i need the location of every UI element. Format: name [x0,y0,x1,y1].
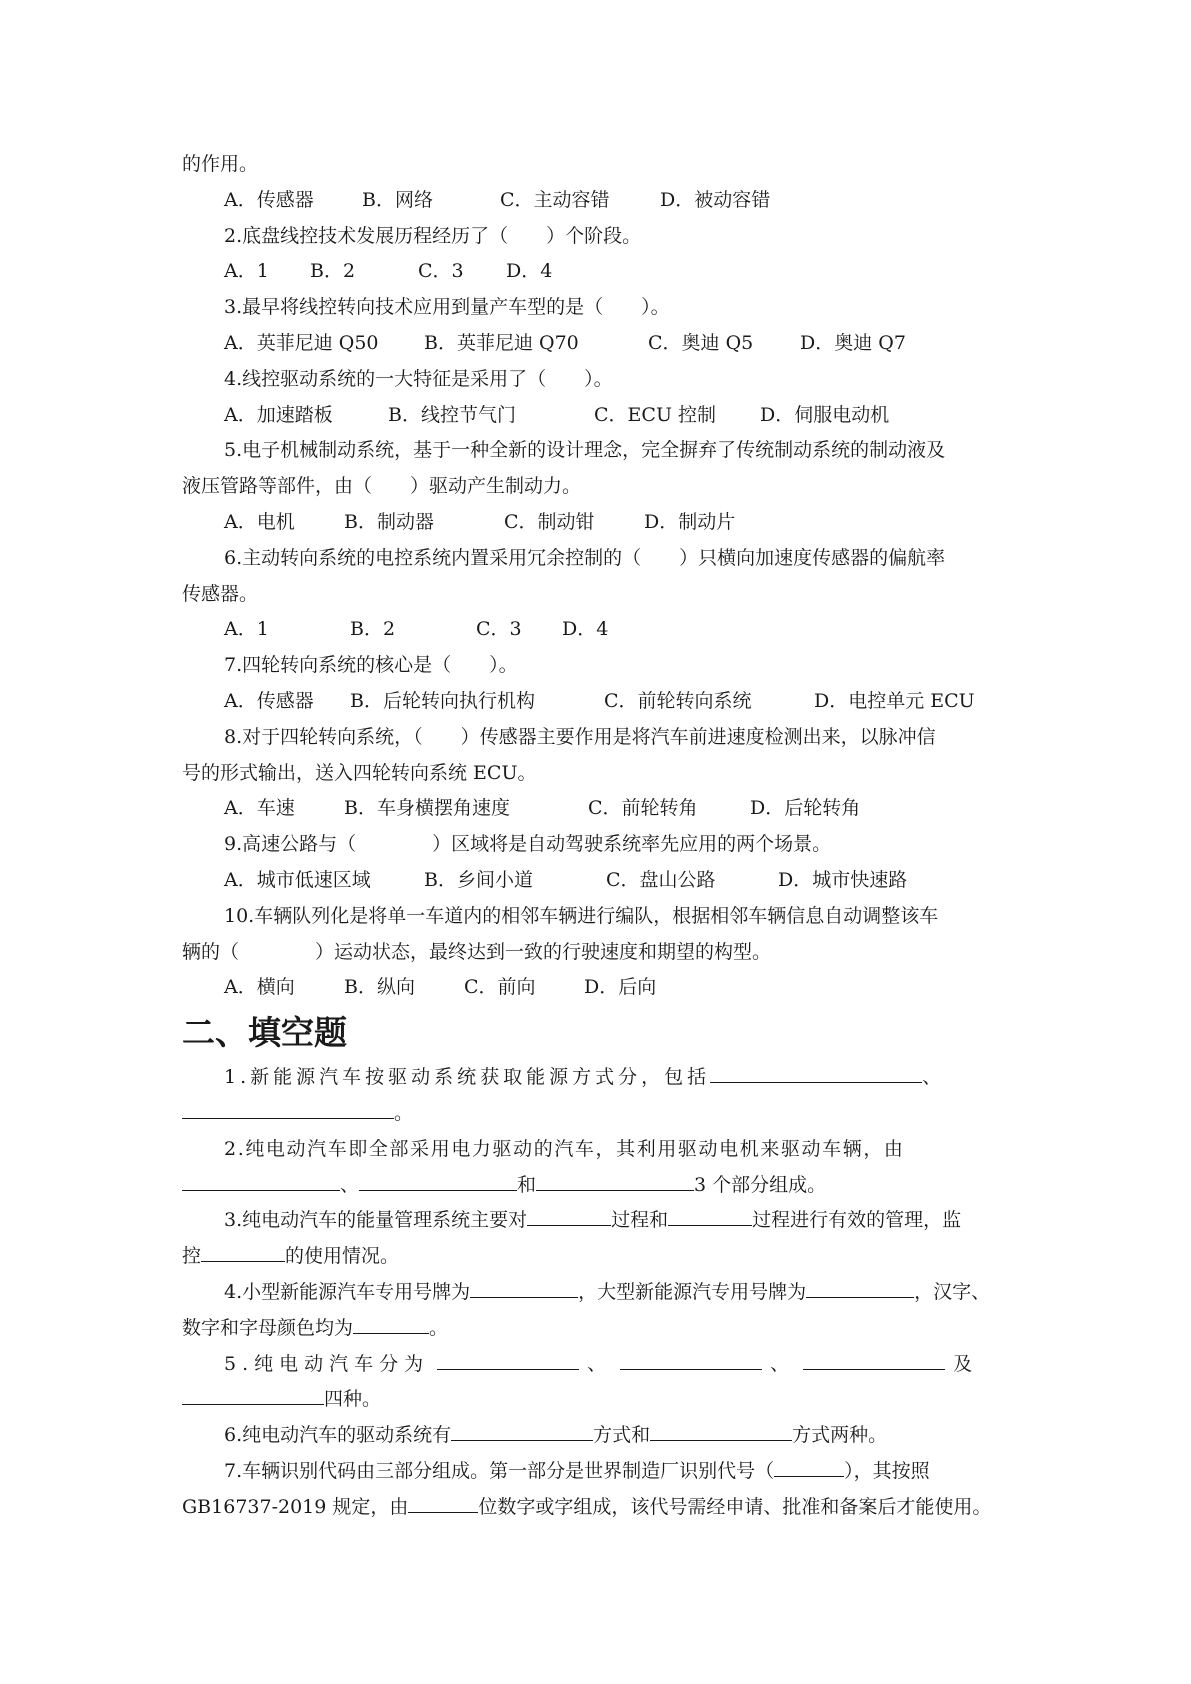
q6-option-b: B．2 [350,618,396,641]
q10-option-c: C．前向 [464,976,536,999]
q5-option-d: D．制动片 [644,510,736,533]
q5-option-c: C．制动钳 [504,510,595,533]
q6-option-d: D．4 [562,618,609,641]
q7-stem: 7.四轮转向系统的核心是（ ）。 [224,654,518,677]
q7-options [182,684,1022,720]
fill-5-blank-3 [803,1349,945,1370]
q4-option-c: C．ECU 控制 [594,403,716,426]
q3-option-d: D．奥迪 Q7 [800,331,906,354]
q3-option-a: A．英菲尼迪 Q50 [224,331,379,354]
fill-7-text-2: ），其按照 [844,1459,930,1482]
fill-2-blank-2 [359,1170,517,1191]
fill-1-line1 [182,1060,1022,1096]
fill-7-blank-1 [774,1456,844,1477]
fill-1-end: 。 [394,1101,414,1124]
fill-6-blank-2 [650,1420,792,1441]
fill-7-text-1: 7.车辆识别代码由三部分组成。第一部分是世界制造厂识别代号（ [224,1459,775,1482]
q7-option-c: C．前轮转向系统 [604,689,752,712]
fill-4-blank-3 [353,1313,429,1334]
fill-4-blank-2 [806,1277,914,1298]
q8-option-d: D．后轮转角 [750,797,861,820]
q5-option-a: A．电机 [224,510,295,533]
fill-6-text-3: 方式两种。 [792,1424,888,1447]
fill-7-text-3: GB16737-2019 规定，由 [182,1495,409,1518]
q5-stem-line2: 液压管路等部件，由（ ）驱动产生制动力。 [182,475,582,498]
q1-option-c: C．主动容错 [500,188,610,211]
q4-stem: 4.线控驱动系统的一大特征是采用了（ ）。 [224,367,613,390]
q7-option-d: D．电控单元 ECU [814,689,975,712]
q2-option-c: C．3 [418,260,464,283]
q4-options [182,398,1022,434]
fill-4-text-5: 。 [429,1316,449,1339]
fill-2-line1: 2.纯电动汽车即全部采用电力驱动的汽车，其利用驱动电机来驱动车辆，由 [224,1137,905,1160]
fill-1-blank-2 [182,1098,394,1119]
fill-4-text-2: ，大型新能源汽专用号牌为 [578,1280,807,1303]
fill-5-text-1: 5.纯电动汽车分为 [224,1352,430,1375]
q5-options [182,505,1022,541]
fill-3-text-1: 3.纯电动汽车的能量管理系统主要对 [224,1209,528,1232]
fill-5-blank-1 [437,1349,579,1370]
fill-6-blank-1 [451,1420,593,1441]
q4-option-a: A．加速踏板 [224,403,333,426]
q6-stem-line1: 6.主动转向系统的电控系统内置采用冗余控制的（ ）只横向加速度传感器的偏航率 [224,546,946,569]
fill-3-text-4: 控 [182,1245,202,1268]
fill-6-text-1: 6.纯电动汽车的驱动系统有 [224,1424,452,1447]
fill-2-end: 3 个部分组成。 [694,1173,827,1196]
q8-stem-line2: 号的形式输出，送入四轮转向系统 ECU。 [182,761,537,784]
fill-7-text-4: 位数字或字组成，该代号需经申请、批准和备案后才能使用。 [478,1495,992,1518]
section-heading: 二、填空题 [182,1013,347,1053]
fill-4-line2 [182,1311,1022,1347]
fill-4-text-3: ，汉字、 [914,1280,991,1303]
q1-option-b: B．网络 [362,188,433,211]
q2-option-d: D．4 [506,260,553,283]
fill-2-blank-3 [536,1170,694,1191]
q7-option-b: B．后轮转向执行机构 [350,689,535,712]
q9-option-c: C．盘山公路 [606,868,716,891]
fill-7-line1 [182,1454,1022,1490]
q2-option-b: B．2 [310,260,356,283]
fill-6-line1 [182,1418,1022,1454]
fill-4-blank-1 [470,1277,578,1298]
q7-option-a: A．传感器 [224,689,314,712]
q4-option-d: D．伺服电动机 [760,403,890,426]
q8-stem-line1: 8.对于四轮转向系统，（ ）传感器主要作用是将汽车前进速度检测出来，以脉冲信 [224,725,936,748]
fill-2-blank-1 [182,1170,340,1191]
fill-5-line2 [182,1382,1022,1418]
q1-option-a: A．传感器 [224,188,314,211]
q9-option-b: B．乡间小道 [424,868,533,891]
q9-stem: 9.高速公路与（ ）区域将是自动驾驶系统率先应用的两个场景。 [224,833,832,856]
fill-3-text-5: 的使用情况。 [285,1245,400,1268]
q2-option-a: A．1 [224,260,269,283]
q10-options [182,970,1022,1006]
fill-4-text-1: 4.小型新能源汽车专用号牌为 [224,1280,471,1303]
fill-3-line2 [182,1239,1022,1275]
fill-5-sep-2: 、 [770,1352,796,1375]
q3-option-c: C．奥迪 Q5 [648,331,754,354]
fill-1-line2 [182,1096,1022,1132]
fill-4-line1 [182,1275,1022,1311]
q9-options [182,863,1022,899]
fill-3-blank-1 [527,1205,611,1226]
q10-option-b: B．纵向 [344,976,415,999]
q6-option-a: A．1 [224,618,269,641]
fill-5-sep-1: 、 [587,1352,613,1375]
q6-stem-line2: 传感器。 [182,582,259,605]
q5-stem-line1: 5.电子机械制动系统，基于一种全新的设计理念，完全摒弃了传统制动系统的制动液及 [224,439,946,462]
q6-option-c: C．3 [476,618,522,641]
fill-3-text-3: 过程进行有效的管理，监 [752,1209,962,1232]
fill-5-blank-2 [620,1349,762,1370]
fill-2-sep-1: 、 [340,1173,360,1196]
q5-option-b: B．制动器 [344,510,434,533]
fill-1-text: 1.新能源汽车按驱动系统获取能源方式分，包括 [224,1066,711,1089]
question-fragment: 的作用。 [182,153,259,175]
q10-stem-line2: 辆的（ ）运动状态，最终达到一致的行驶速度和期望的构型。 [182,940,772,963]
q9-option-a: A．城市低速区域 [224,868,371,891]
q3-stem: 3.最早将线控转向技术应用到量产车型的是（ ）。 [224,296,670,319]
fill-5-end: 四种。 [324,1388,382,1411]
q8-options [182,791,1022,827]
q9-option-d: D．城市快速路 [778,868,908,891]
q10-option-d: D．后向 [584,976,657,999]
q1-options [182,183,1022,219]
fill-6-text-2: 方式和 [593,1424,651,1447]
fill-5-line1 [182,1347,1022,1383]
fill-7-blank-2 [408,1492,478,1513]
q8-option-b: B．车身横摆角速度 [344,797,510,820]
q4-option-b: B．线控节气门 [388,403,516,426]
fill-4-text-4: 数字和字母颜色均为 [182,1316,354,1339]
fill-7-line2 [182,1490,1022,1526]
fill-3-blank-2 [668,1205,752,1226]
q8-option-a: A．车速 [224,797,295,820]
q8-option-c: C．前轮转角 [588,797,698,820]
q10-option-a: A．横向 [224,976,295,999]
q6-options [182,612,1022,648]
q3-options [182,326,1022,362]
fill-5-sep-3: 及 [953,1352,979,1375]
page-content [182,147,1022,1525]
fill-2-line2 [182,1168,1022,1204]
fill-3-blank-3 [201,1241,285,1262]
fill-3-text-2: 过程和 [611,1209,669,1232]
fill-3-line1 [182,1203,1022,1239]
fill-2-sep-2: 和 [517,1173,537,1196]
fill-1-blank-1 [710,1062,922,1083]
q10-stem-line1: 10.车辆队列化是将单一车道内的相邻车辆进行编队，根据相邻车辆信息自动调整该车 [224,904,939,927]
q2-stem: 2.底盘线控技术发展历程经历了（ ）个阶段。 [224,224,642,247]
q2-options [182,254,1022,290]
fill-1-sep: 、 [922,1066,946,1089]
q3-option-b: B．英菲尼迪 Q70 [424,331,579,354]
fill-5-blank-4 [182,1384,324,1405]
q1-option-d: D．被动容错 [660,188,771,211]
